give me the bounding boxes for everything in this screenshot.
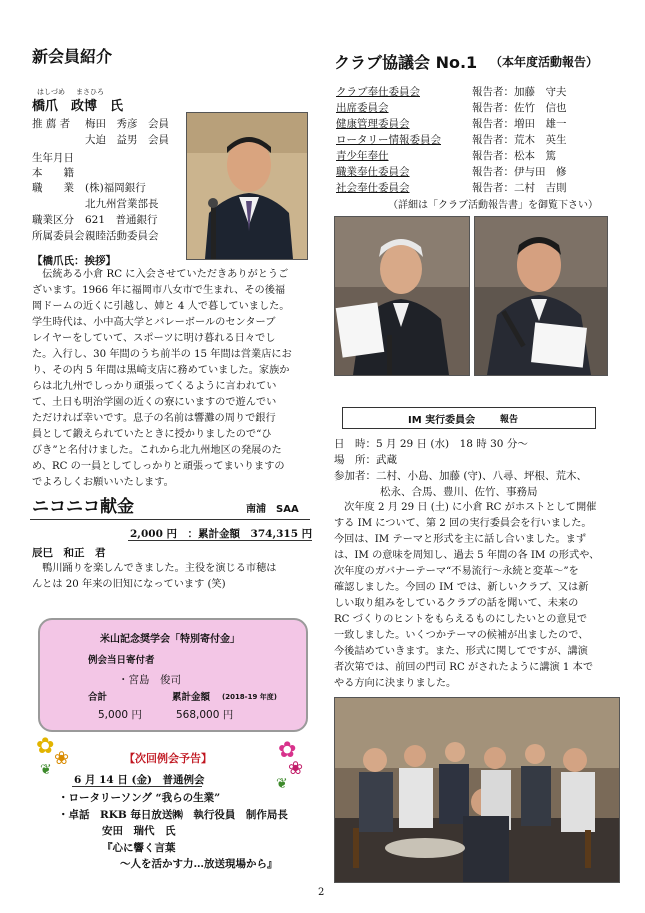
reporter: 報告者：加藤 守夫 xyxy=(472,86,567,98)
im-place: 場 所：武蔵 xyxy=(334,454,397,466)
niko-body: 鴨川踊りを楽しんできました。主役を演じる市穂は んとは 20 年来の旧知になっています (笑) xyxy=(32,563,277,590)
yoneyama-cum: 568,000 円 xyxy=(176,709,234,721)
yoneyama-sub: 例会当日寄付者 xyxy=(88,655,155,666)
profile-label: 本 籍 xyxy=(32,167,74,179)
yoneyama-total: 5,000 円 xyxy=(98,709,142,721)
greeting-heading: 【橋爪氏：挨拶】 xyxy=(32,255,116,267)
committee-name: 社会奉仕委員会 xyxy=(336,182,410,194)
profile-label: 生年月日 xyxy=(32,152,74,164)
reporter: 報告者：伊与田 修 xyxy=(472,166,567,178)
next-talk-subtitle: 〜人を活かす力…放送現場から』 xyxy=(120,858,278,870)
flower-yellow-icon: ❀ xyxy=(54,748,70,769)
profile-label: 推 薦 者 xyxy=(32,118,71,130)
yoneyama-total-label: 合計 xyxy=(88,692,108,703)
speaker-photo-2 xyxy=(474,216,608,376)
committee-name: 出席委員会 xyxy=(336,102,389,114)
profile-label: 職 業 xyxy=(32,182,74,194)
im-attendees-cont: 松永、合馬、豊川、佐竹、事務局 xyxy=(380,486,538,498)
profile-value: 親睦活動委員会 xyxy=(85,230,159,242)
yoneyama-cum-note: (2018-19 年度) xyxy=(222,693,277,701)
reporter: 報告者：佐竹 信也 xyxy=(472,102,567,114)
leaf-icon: ❦ xyxy=(40,762,52,778)
im-title-sub: 報告 xyxy=(500,415,519,425)
profile-value: 大迫 益男 会員 xyxy=(85,134,169,146)
divider xyxy=(30,519,310,520)
member-portrait-photo xyxy=(186,112,308,260)
flower-pink-icon: ❀ xyxy=(288,758,304,779)
flower-pink-icon: ✿ xyxy=(278,738,297,763)
reporter: 報告者：増田 雄一 xyxy=(472,118,567,130)
furigana-family: はしづめ xyxy=(37,88,65,96)
profile-label: 職業区分 xyxy=(32,214,74,226)
committee-name: 青少年奉仕 xyxy=(336,150,389,162)
profile-value: (株)福岡銀行 xyxy=(85,182,146,194)
im-date: 日 時：5 月 29 日 (水) 18 時 30 分〜 xyxy=(334,438,528,450)
yoneyama-title: 米山記念奨学会「特別寄付金」 xyxy=(100,634,240,645)
date-underline xyxy=(72,786,202,787)
profile-value: 621 普通銀行 xyxy=(85,214,158,226)
speaker-photo-1 xyxy=(334,216,470,376)
reporter: 報告者：二村 吉則 xyxy=(472,182,567,194)
profile-label: 所属委員会 xyxy=(32,230,85,242)
new-member-title: 新会員紹介 xyxy=(32,47,113,66)
committee-name: 健康管理委員会 xyxy=(336,118,410,130)
im-title: IM 実行委員会 xyxy=(408,415,476,426)
flower-yellow-icon: ✿ xyxy=(36,734,55,759)
leaf-icon: ❦ xyxy=(276,776,288,792)
next-meeting-date: 6 月 14 日 (金) 普通例会 xyxy=(74,774,205,786)
im-attendees: 参加者：二村、小島、加藤 (守)、八尋、坪根、荒木、 xyxy=(334,470,588,482)
page-number: 2 xyxy=(318,887,325,898)
next-talk: ・卓話 RKB 毎日放送㈱ 執行役員 制作局長 xyxy=(58,809,288,821)
profile-value: 北九州営業部長 xyxy=(85,198,159,210)
furigana-given: まさひろ xyxy=(76,88,104,96)
yoneyama-donor: ・宮島 俊司 xyxy=(118,674,181,686)
next-speaker: 安田 瑞代 氏 xyxy=(102,825,176,837)
amount-underline xyxy=(128,540,312,541)
im-body: 次年度 2 月 29 日 (土) に小倉 RC がホストとして開催 する IM について、第 2 回の実行委員会を行いました。 今回は、IM テーマと形式を主に話し合いました。まず は、IM の意味を周知し、過去 5 年間の各 IM の形式や、 次年度のガバナーテーマ“不易流行〜永続と変革〜”を 確認しました。今回の IM では、新しいクラブ、又は新 しい取り組みをしているクラブの話を聞いて、未来の RC づくりのヒントをもらえるものにしたいとの意見で 一致しました。いくつかテーマの候補が出ましたので、 今後詰めていきます。また、形式に関してですが、講演 者次第では、前回の門司 RC がされたように講演 1 本で やる方向に決まりました。 xyxy=(334,502,600,689)
member-name: 橋爪 政博 氏 xyxy=(32,99,124,114)
club-council-subtitle: （本年度活動報告） xyxy=(490,55,599,69)
next-song: ・ロータリーソング “我らの生業” xyxy=(58,792,221,804)
committee-name: ロータリー情報委員会 xyxy=(336,134,441,146)
profile-value: 梅田 秀彦 会員 xyxy=(85,118,169,130)
next-meeting-title: 【次回例会予告】 xyxy=(124,752,212,765)
reporter: 報告者：荒木 英生 xyxy=(472,134,567,146)
niko-reporter: 南浦 SAA xyxy=(246,504,299,515)
next-talk-title: 『心に響く言葉 xyxy=(102,842,176,854)
committee-name: クラブ奉仕委員会 xyxy=(336,86,420,98)
niko-amount: 2,000 円 ：累計金額 374,315 円 xyxy=(130,528,313,540)
group-photo xyxy=(334,697,620,883)
reporter: 報告者：松本 篤 xyxy=(472,150,556,162)
niko-person: 辰巳 和正 君 xyxy=(32,547,106,559)
committee-name: 職業奉仕委員会 xyxy=(336,166,410,178)
club-council-title: クラブ協議会 No.1 xyxy=(334,53,478,72)
greeting-body: 伝統ある小倉 RC に入会させていただきありがとうご ざいます。1966 年に福岡市八女市で生まれ、その後福 岡ドームの近くに引越し、姉と 4 人で暮していました。 学生時代は、小中高大学とバレーボールのセンターブ レイヤーをしていて、スポーツに明け暮れる日々でし た。入行し、30 年間のうち前半の 15 年間は営業店にお り、その内 5 年間は黒崎支店に務めていました。家族か らは北九州でしっかり頑張ってくるように言われてい て、土日も明治学園の近くの寮にいますので遊んでい ただければ幸いです。息子の名前は響灘の周りで銀行 員として鍛えられていたときに授かりましたので“ひ びき”と名付けました。これから北九州地区の発展のた め、RC の一員としてしっかりと頑張ってまいりますの でよろしくお願いいたします。 xyxy=(32,269,292,488)
yoneyama-cum-label: 累計金額 xyxy=(172,692,211,703)
report-note: （詳細は「クラブ活動報告書」を御覧下さい） xyxy=(388,200,598,211)
niko-title: ニコニコ献金 xyxy=(32,497,134,517)
